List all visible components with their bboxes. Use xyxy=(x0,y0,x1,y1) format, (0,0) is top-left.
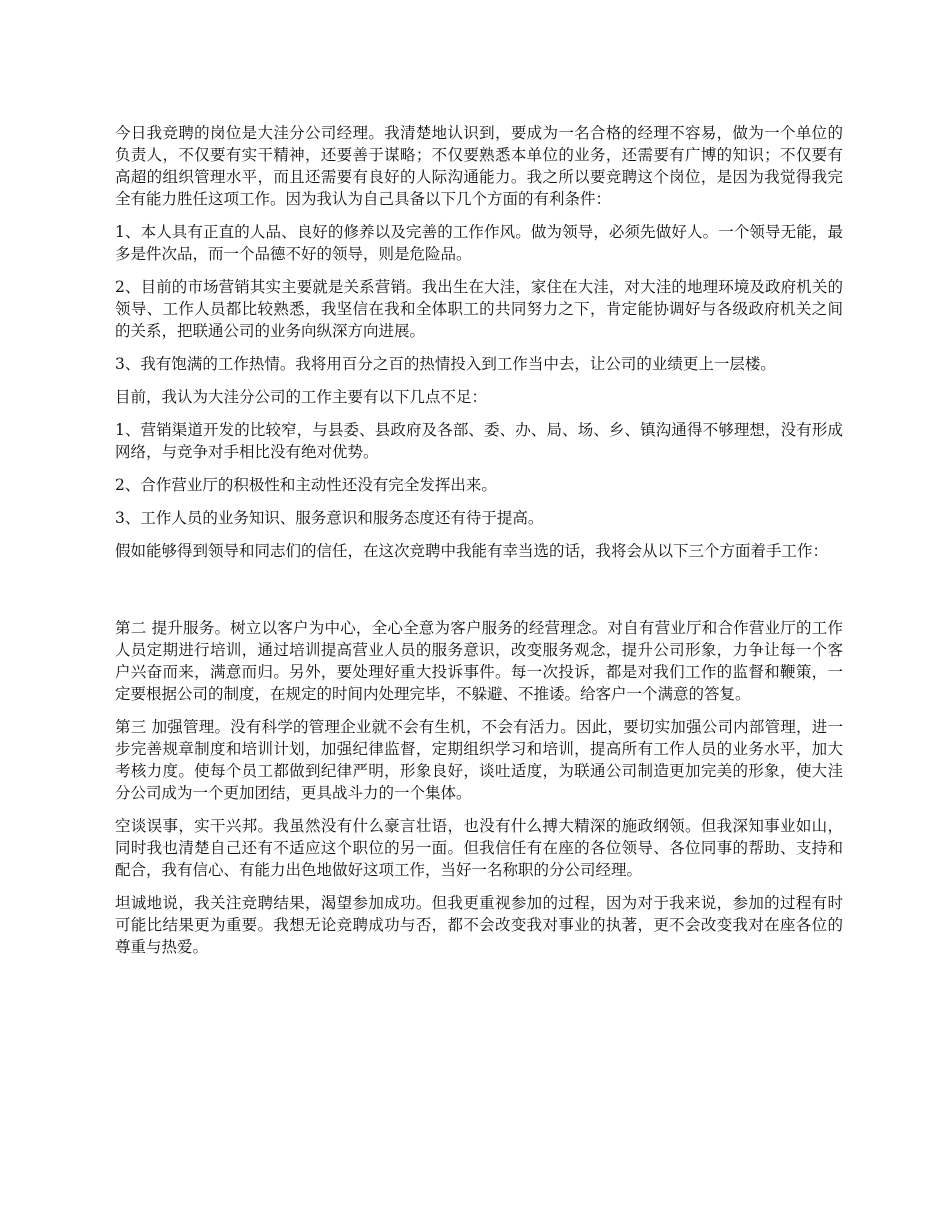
paragraph-plan-intro: 假如能够得到领导和同志们的信任，在这次竞聘中我能有幸当选的话，我将会从以下三个方面着手工作： xyxy=(115,542,829,560)
paragraph-closing: 坦诚地说，我关注竞聘结果，渴望参加成功。但我更重视参加的过程，因为对于我来说，参加的过程有时可能比结果更为重要。我想无论竞聘成功与否，都不会改变我对事业的执著，更不会改变我对在座各位的尊重与热爱。 xyxy=(115,894,843,956)
paragraph-shortcoming-2: 2、合作营业厅的积极性和主动性还没有完全发挥出来。 xyxy=(115,476,497,494)
paragraph-shortcoming-3: 3、工作人员的业务知识、服务意识和服务态度还有待于提高。 xyxy=(115,509,544,527)
paragraph-shortcomings-intro: 目前，我认为大洼分公司的工作主要有以下几点不足： xyxy=(115,388,488,406)
blank-gap xyxy=(115,573,843,617)
paragraph-plan-3: 第三 加强管理。没有科学的管理企业就不会有生机，不会有活力。因此，要切实加强公司内部管理，进一步完善规章制度和培训计划，加强纪律监督，定期组织学习和培训，提高所有工作人员的业务水平，加大考核力度。使每个员工都做到纪律严明，形象良好，谈吐适度，为联通公司制造更加完美的形象，使大洼分公司成为一个更加团结，更具战斗力的一个集体。 xyxy=(115,718,843,802)
paragraph-shortcoming-1: 1、营销渠道开发的比较窄，与县委、县政府及各部、委、办、局、场、乡、镇沟通得不够理想，没有形成网络，与竞争对手相比没有绝对优势。 xyxy=(115,421,843,461)
paragraph-condition-2: 2、目前的市场营销其实主要就是关系营销。我出生在大洼，家住在大洼，对大洼的地理环境及政府机关的领导、工作人员都比较熟悉，我坚信在我和全体职工的共同努力之下，肯定能协调好与各级政府机关之间的关系，把联通公司的业务向纵深方向进展。 xyxy=(115,278,843,340)
document-body xyxy=(115,122,843,969)
paragraph-plan-2: 第二 提升服务。树立以客户为中心，全心全意为客户服务的经营理念。对自有营业厅和合作营业厅的工作人员定期进行培训，通过培训提高营业人员的服务意识，改变服务观念，提升公司形象，力争让每一个客户兴奋而来，满意而归。另外，要处理好重大投诉事件。每一次投诉，都是对我们工作的监督和鞭策，一定要根据公司的制度，在规定的时间内处理完毕，不躲避、不推诿。给客户一个满意的答复。 xyxy=(115,619,843,703)
paragraph-condition-1: 1、本人具有正直的人品、良好的修养以及完善的工作作风。做为领导，必须先做好人。一个领导无能，最多是件次品，而一个品德不好的领导，则是危险品。 xyxy=(115,223,843,263)
paragraph-condition-3: 3、我有饱满的工作热情。我将用百分之百的热情投入到工作当中去，让公司的业绩更上一层楼。 xyxy=(115,355,776,373)
paragraph-intro: 今日我竞聘的岗位是大洼分公司经理。我清楚地认识到，要成为一名合格的经理不容易，做为一个单位的负责人，不仅要有实干精神，还要善于谋略；不仅要熟悉本单位的业务，还需要有广博的知识；不仅要有高超的组织管理水平，而且还需要有良好的人际沟通能力。我之所以要竞聘这个岗位，是因为我觉得我完全有能力胜任这项工作。因为我认为自己具备以下几个方面的有利条件： xyxy=(115,124,843,208)
paragraph-commitment: 空谈误事，实干兴邦。我虽然没有什么豪言壮语，也没有什么搏大精深的施政纲领。但我深知事业如山，同时我也清楚自己还有不适应这个职位的另一面。但我信任有在座的各位领导、各位同事的帮助、支持和配合，我有信心、有能力出色地做好这项工作，当好一名称职的分公司经理。 xyxy=(115,817,843,879)
